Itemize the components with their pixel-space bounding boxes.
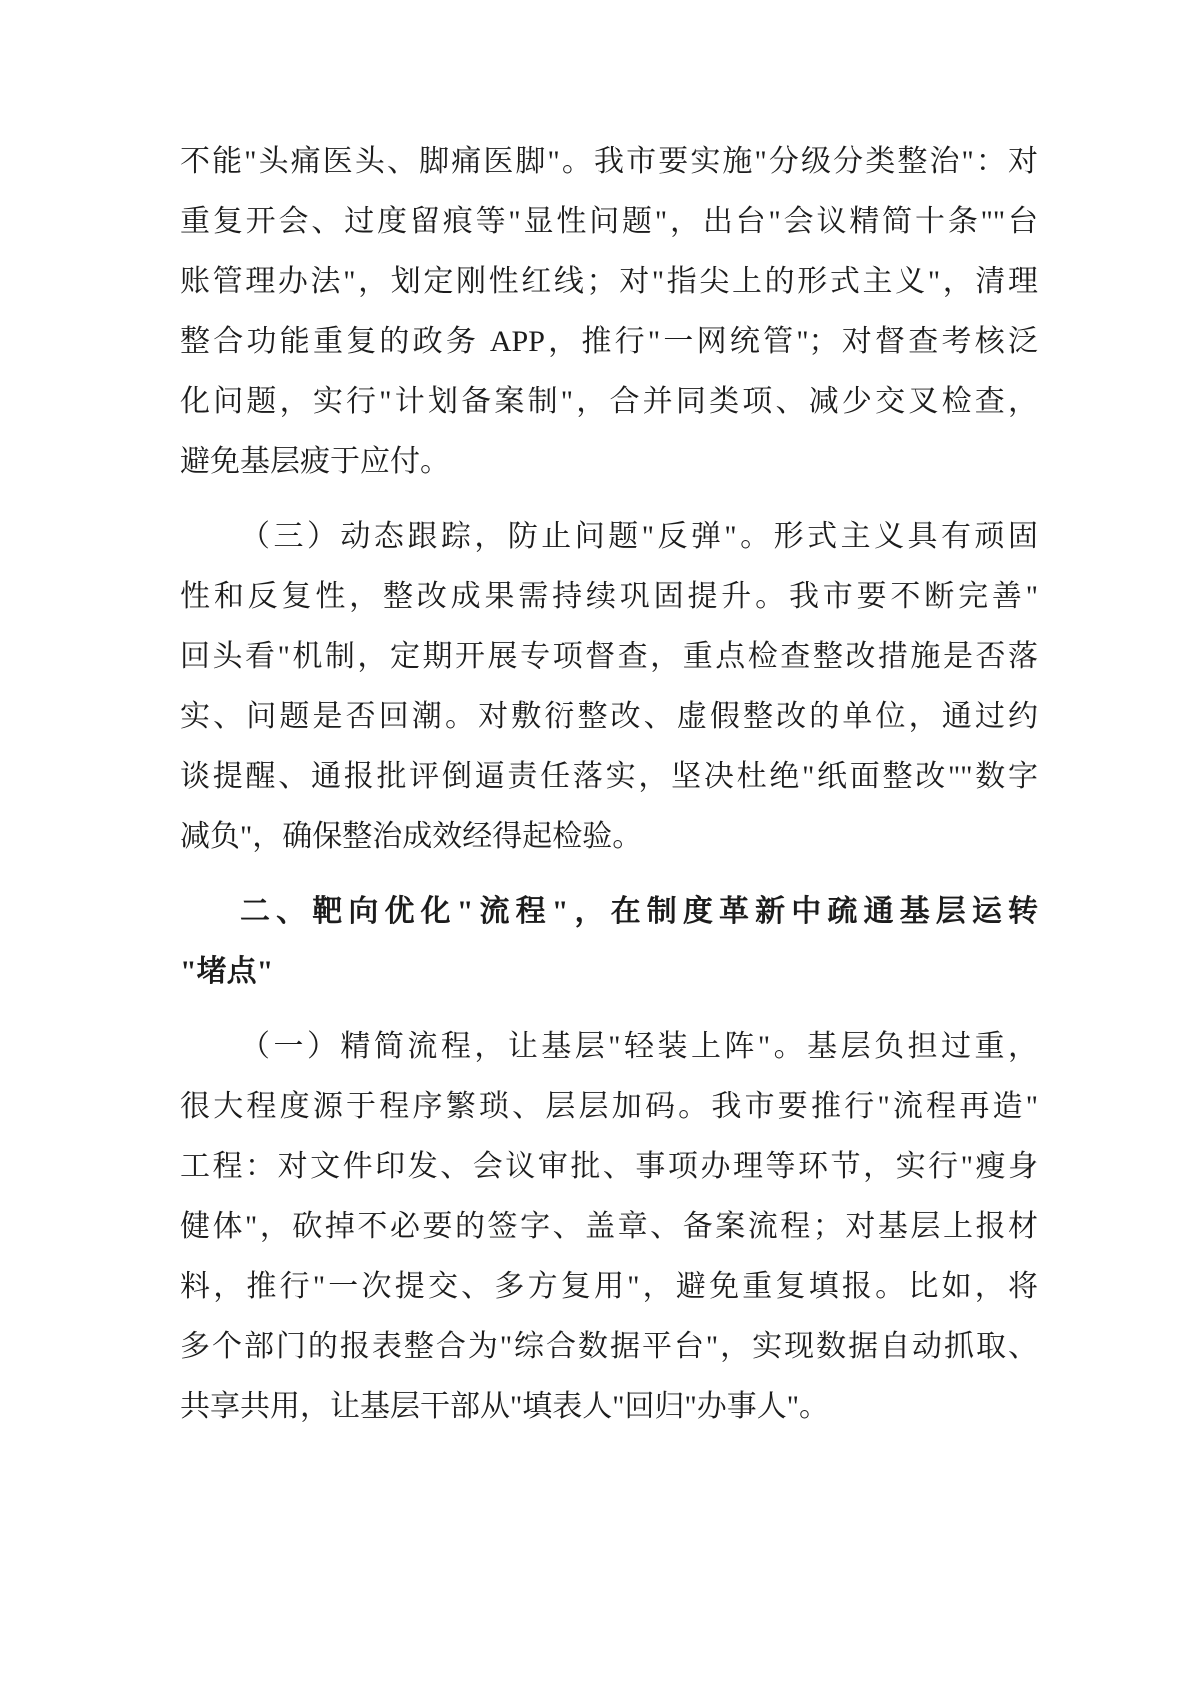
text-line: 重复开会、过度留痕等"显性问题"，出台"会议精简十条""台 [180,205,1038,238]
text-line: "堵点" [180,955,274,988]
text-line: 避免基层疲于应付。 [180,445,450,478]
body-paragraph [180,1017,1038,1437]
text-line: 实、问题是否回潮。对敷衍整改、虚假整改的单位，通过约 [180,700,1038,733]
text-line: 回头看"机制，定期开展专项督查，重点检查整改措施是否落 [180,640,1038,673]
section-heading [180,882,1038,1002]
text-line: 整合功能重复的政务 APP，推行"一网统管"；对督查考核泛 [180,325,1038,358]
text-line: 性和反复性，整改成果需持续巩固提升。我市要不断完善" [180,580,1038,613]
body-paragraph [180,507,1038,867]
text-line: 多个部门的报表整合为"综合数据平台"，实现数据自动抓取、 [180,1330,1038,1363]
text-line: 不能"头痛医头、脚痛医脚"。我市要实施"分级分类整治"：对 [180,145,1038,178]
text-line: 二、靶向优化"流程"，在制度革新中疏通基层运转 [240,895,1038,928]
document-body [180,132,1038,1437]
text-line: 减负"，确保整治成效经得起检验。 [180,820,643,853]
text-line: 料，推行"一次提交、多方复用"，避免重复填报。比如，将 [180,1270,1038,1303]
text-line: （三）动态跟踪，防止问题"反弹"。形式主义具有顽固 [240,520,1038,553]
body-paragraph [180,132,1038,492]
text-line: （一）精简流程，让基层"轻装上阵"。基层负担过重， [240,1030,1038,1063]
text-line: 很大程度源于程序繁琐、层层加码。我市要推行"流程再造" [180,1090,1038,1123]
text-line: 化问题，实行"计划备案制"，合并同类项、减少交叉检查， [180,385,1038,418]
text-line: 共享共用，让基层干部从"填表人"回归"办事人"。 [180,1390,829,1423]
text-line: 健体"，砍掉不必要的签字、盖章、备案流程；对基层上报材 [180,1210,1038,1243]
text-line: 工程：对文件印发、会议审批、事项办理等环节，实行"瘦身 [180,1150,1038,1183]
text-line: 谈提醒、通报批评倒逼责任落实，坚决杜绝"纸面整改""数字 [180,760,1038,793]
text-line: 账管理办法"，划定刚性红线；对"指尖上的形式主义"，清理 [180,265,1038,298]
